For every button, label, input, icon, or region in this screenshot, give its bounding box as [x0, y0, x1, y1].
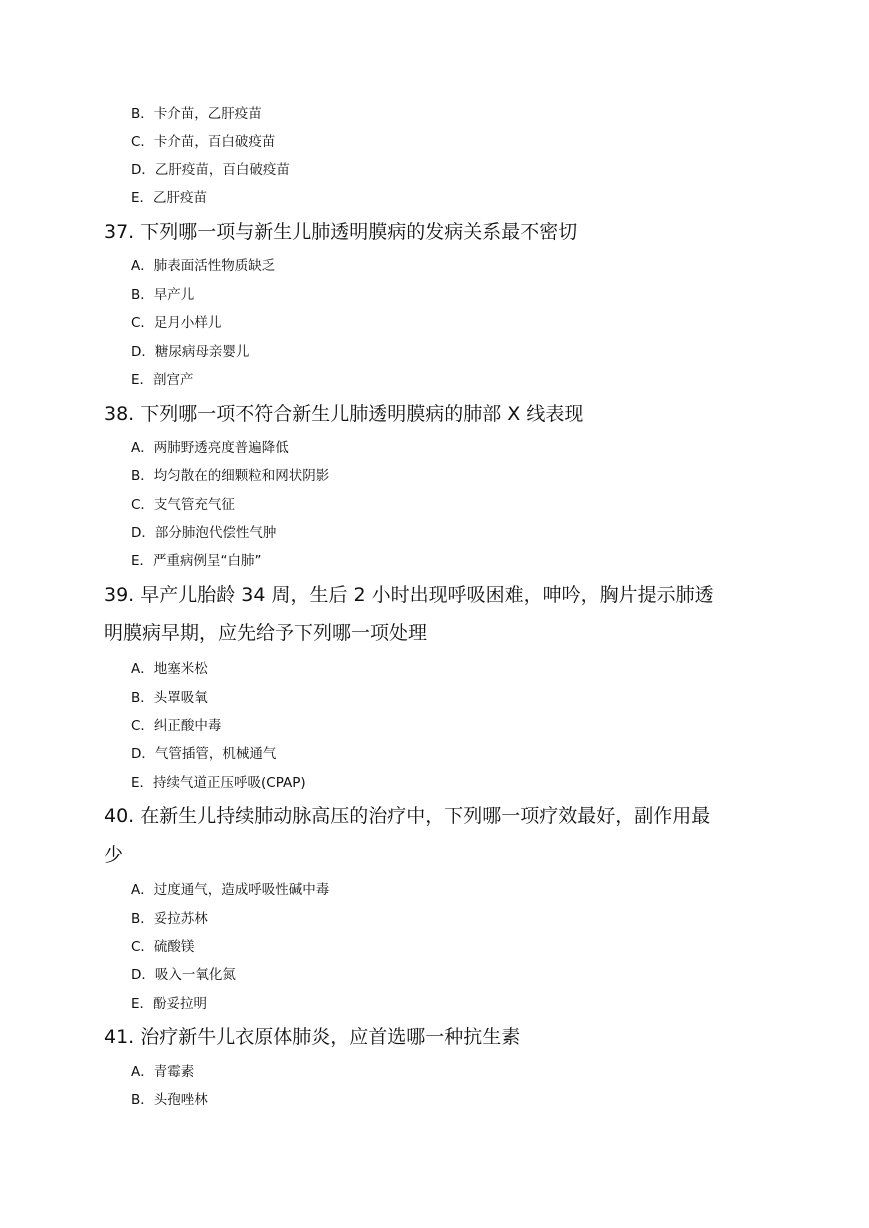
option-39-b: B．头罩吸氧: [131, 690, 208, 706]
option-37-b: B．早产儿: [131, 287, 195, 303]
option-40-d: D．吸入一氧化氮: [131, 967, 236, 983]
option-39-a: A．地塞米松: [131, 661, 208, 677]
option-38-e: E．严重病例呈“白肺”: [131, 553, 262, 569]
option-39-e: E．持续气道正压呼吸(CPAP): [131, 775, 306, 791]
option-41-a: A．青霉素: [131, 1064, 195, 1080]
question-40-line-1: 40. 在新生儿持续肺动脉高压的治疗中，下列哪一项疗效最好，副作用最: [104, 805, 711, 827]
option-38-b: B．均匀散在的细颗粒和网状阴影: [131, 468, 330, 484]
option-36-d: D．乙肝疫苗，百白破疫苗: [131, 162, 290, 178]
question-38: 38. 下列哪一项不符合新生儿肺透明膜病的肺部 X 线表现: [104, 403, 584, 425]
question-40-line-2: 少: [104, 844, 124, 866]
option-37-c: C．足月小样儿: [131, 315, 222, 331]
option-40-b: B．妥拉苏林: [131, 911, 208, 927]
option-38-d: D．部分肺泡代偿性气肿: [131, 525, 277, 541]
option-36-e: E．乙肝疫苗: [131, 190, 208, 206]
option-40-c: C．硫酸镁: [131, 939, 195, 955]
option-38-c: C．支气管充气征: [131, 497, 235, 513]
option-41-b: B．头孢唑林: [131, 1092, 208, 1108]
option-40-a: A．过度通气，造成呼吸性碱中毒: [131, 882, 330, 898]
option-36-b: B．卡介苗，乙肝疫苗: [131, 106, 262, 122]
question-37: 37. 下列哪一项与新生儿肺透明膜病的发病关系最不密切: [104, 221, 578, 243]
option-38-a: A．两肺野透亮度普遍降低: [131, 440, 289, 456]
option-36-c: C．卡介苗，百白破疫苗: [131, 134, 276, 150]
question-39-line-1: 39. 早产儿胎龄 34 周，生后 2 小时出现呼吸困难，呻吟，胸片提示肺透: [104, 584, 714, 606]
question-39-line-2: 明膜病早期，应先给予下列哪一项处理: [104, 622, 428, 644]
option-39-c: C．纠正酸中毒: [131, 718, 222, 734]
option-39-d: D．气管插管，机械通气: [131, 746, 277, 762]
option-37-d: D．糖尿病母亲婴儿: [131, 344, 250, 360]
option-37-e: E．剖宫产: [131, 372, 194, 388]
question-41: 41. 治疗新牛儿衣原体肺炎，应首选哪一种抗生素: [104, 1026, 521, 1048]
option-37-a: A．肺表面活性物质缺乏: [131, 258, 276, 274]
option-40-e: E．酚妥拉明: [131, 996, 208, 1012]
